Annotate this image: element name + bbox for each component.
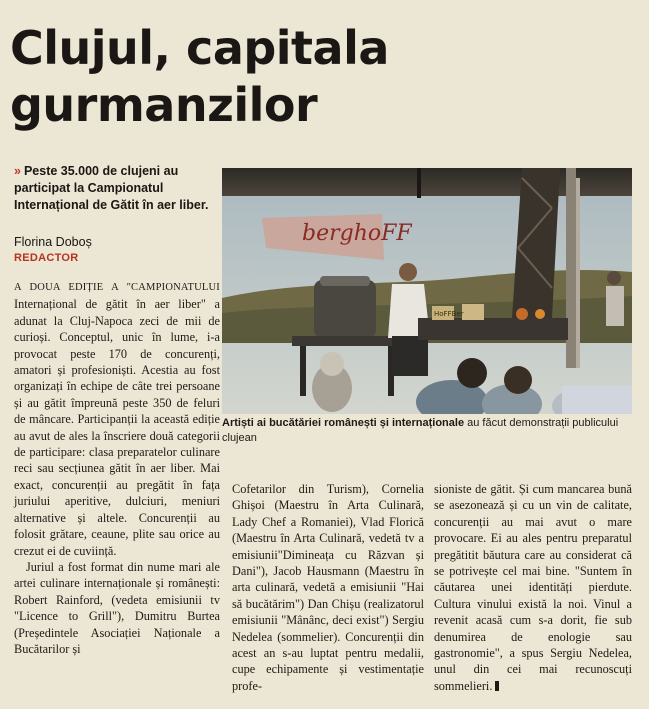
lead-arrow-icon: »	[14, 164, 21, 178]
can-label: HoFFBer	[434, 310, 464, 318]
body-column-2	[232, 481, 424, 694]
author-name: Florina Doboș	[14, 235, 92, 249]
photo-illustration	[222, 168, 632, 414]
body-column-1	[14, 278, 220, 657]
caption-rest: au făcut demonstrații publicului clujean	[222, 417, 619, 444]
body-paragraph-4	[434, 481, 632, 694]
end-mark-icon	[495, 681, 499, 691]
article-headline: Clujul, capitala gurmanzilor	[10, 21, 389, 132]
article-lead	[14, 163, 214, 214]
paragraph-text: sioniste de gătit. Și cum mancarea bună se asezonează și cu un vin de calitate, concurenții au mai avut o mare provocare. Ei au ales pentru preparatul pregătitit băutura care au considerat că se potrivește cel mai bine. "Suntem în căutarea unei identități pierdute. Cultura vinului există la noi. Vinul a revenit acasă cum s-a dorit, fie sub denumirea de enologie sau gastronomie", a spus Sergiu Nedelea, unul din cei mai recunoscuți sommelieri.	[434, 482, 632, 693]
lead-text: Peste 35.000 de clujeni au participat la Campionatul Internațional de Gătit în aer liber.	[14, 164, 209, 212]
author-role: REDACTOR	[14, 252, 79, 264]
paragraph-smallcaps-opener: A DOUA EDIȚIE A "CAMPIONATULUI	[14, 282, 220, 293]
banner-text: berghoFF	[302, 221, 412, 246]
body-paragraph-1	[14, 278, 220, 559]
photo-caption	[222, 416, 632, 446]
body-paragraph-3: Cofetarilor din Turism), Cornelia Ghișoi (Maestru în Arta Culinară, Lady Chef a Romaniei), Vlad Florică (Maestru în Arta Culinară, vedetă tv a emisiunii"Dimineața cu Răzvan și Dani"), Jacob Hausmann (Maestru în arta culinară, vedetă a emisiunii "Hai să bucătărim") Dan Chișu (realizatorul emisiunii "Mânânc, deci exist") Sergiu Nedelea (sommelier). Concurenții din acest an s-au luptat pentru medalii, cupe echipamente și vestimentație profe-	[232, 482, 424, 693]
article-photo	[222, 168, 632, 414]
body-paragraph-2: Juriul a fost format din nume mari ale artei culinare internaționale și românești: Robert Rainford, (vedeta emisiunii tv "Licence to Grill"), Dumitru Burtea (Președintele Asociației Naționale a Bucătarilor și	[14, 559, 220, 656]
paragraph-text: Internațional de gătit în aer liber" a adunat la Cluj-Napoca zeci de mii de curioși. Conceptul, unic în lume, i-a provocat peste 170 de concurenți, amatori și profesioniști. Acestia au fost organizați în echipe de câte trei persoane și au gătit împreună peste 350 de feluri de mâncare. Participanții la această ediție au avut de ales la înscriere două categorii de participare: clasa preparatelor culinare reci sau secțiunea gătit în aer liber. Mai exact, concurenții au pregătit în fața juriului aperitive, dulciuri, meniuri alternative și altele. Concurenții au folosit grătare, ceaune, plite sau orice au crezut ei de cuviință.	[14, 297, 220, 558]
caption-bold: Artiști ai bucătăriei românești și internaționale	[222, 417, 465, 429]
body-column-3	[434, 481, 632, 694]
